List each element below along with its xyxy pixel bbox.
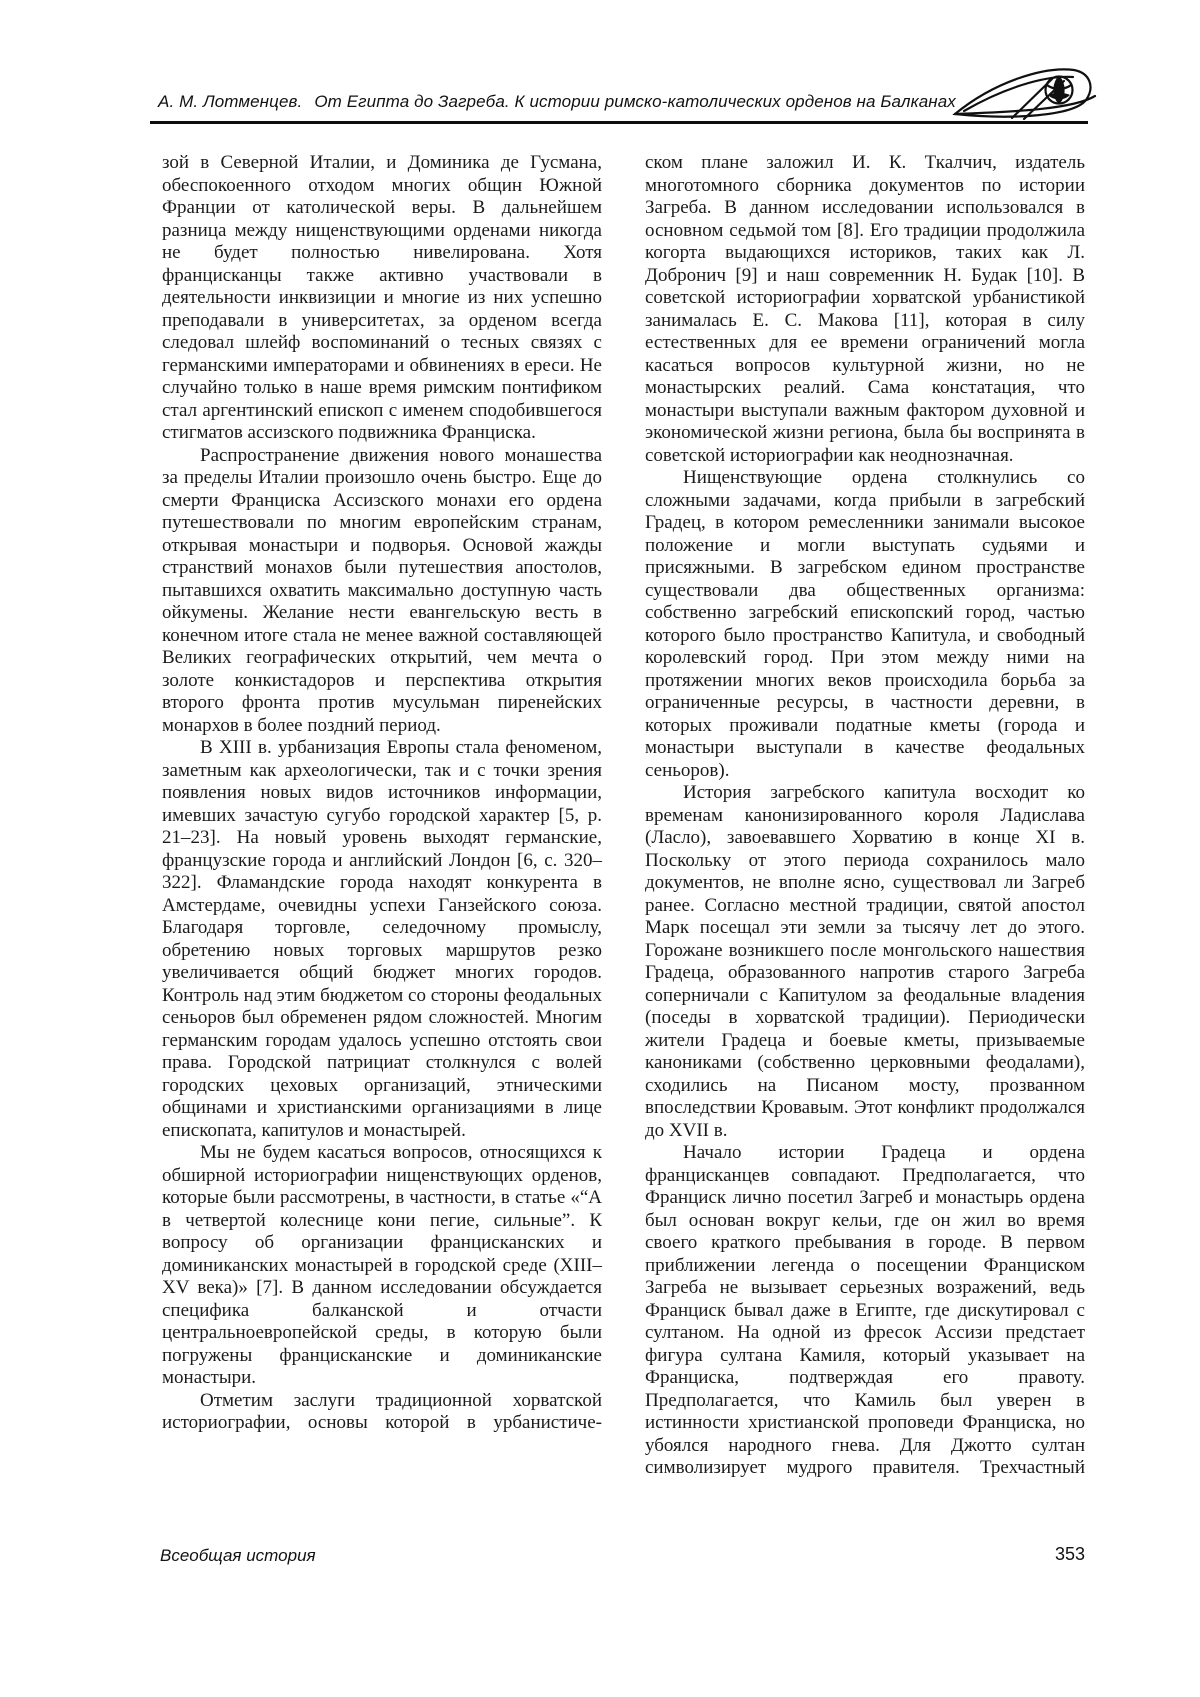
- paragraph: История загребского капитула восходит ко временам канонизированного короля Ладислава (Ласло), завоевавшего Хорватию в конце XI в. Поскольку от этого периода сохранилось мало документов, не вполне ясно, существовал ли Загреб ранее. Согласно местной традиции, святой апостол Марк посещал эти земли за тысячу лет до этого. Горожане возникшего после монгольского нашествия Градеца, образованного напротив старого Загреба соперничали с Капитулом за феодальные владения (поседы в хорватской традиции). Периодически жители Градеца и боевые кметы, призываемые канониками (собственно церковными феодалами), сходились на Писаном мосту, прозванном впоследствии Кровавым. Этот конфликт продолжался до XVII в.: [645, 782, 1085, 1141]
- paragraph: Распространение движения нового монашества за пределы Италии произошло очень быстро. Еще до смерти Франциска Ассизского монахи его ордена путешествовали по многим европейским странам, открывая монастыри и подворья. Основой жажды странствий монахов были путешествия апостолов, пытавшихся охватить максимально доступную часть ойкумены. Желание нести евангельскую весть в конечном итоге стала не менее важной составляющей Великих географических открытий, чем мечта о золоте конкистадоров и перспектива открытия второго фронта против мусульман пиренейских монархов в более поздний период.: [162, 444, 602, 736]
- running-header: [158, 92, 988, 112]
- running-header-author: А. М. Лотменцев.: [158, 92, 303, 111]
- footer-page-number: 353: [1054, 1544, 1085, 1564]
- paragraph: Нищенствующие ордена столкнулись со сложными задачами, когда прибыли в загребский Градец, в котором ремесленники занимали высокое положение и могли выступать судьями и присяжными. В загребском едином пространстве существовали два общественных организма: собственно загребский епископский город, частью которого было пространство Капитула, и свободный королевский город. При этом между ними на протяжении многих веков происходила борьба за ограниченные ресурсы, в частности деревни, в которых проживали податные кметы (города и монастыри выступали в качестве феодальных сеньоров).: [645, 467, 1085, 781]
- paragraph: Начало истории Градеца и ордена францисканцев совпадают. Предполагается, что Франциск лично посетил Загреб и монастырь ордена был основан вокруг кельи, где он жил во время своего краткого пребывания в городе. В первом приближении легенда о посещении Франциском Загреба не вызывает серьезных возражений, ведь Франциск бывал даже в Египте, где дискутировал с султаном. На одной из фресок Ассизи предстает фигура султана Камиля, который указывает на Франциска, подтверждая его правоту. Предполагается, что Камиль был уверен в истинности христианской проповеди Франциска, но убоялся народного гнева. Для Джотто султан символизирует мудрого правителя. Трехчастный: [645, 1142, 1085, 1478]
- paragraph: зой в Северной Италии, и Доминика де Гусмана, обеспокоенного отходом многих общин Южной Франции от католической веры. В дальнейшем разница между нищенствующими орденами никогда не будет полностью нивелирована. Хотя францисканцы также активно участвовали в деятельности инквизиции и многие из них успешно преподавали в университетах, за орденом всегда следовал шлейф воспоминаний о тесных связях с германскими императорами и обвинениях в ереси. Не случайно только в наше время римским понтификом стал аргентинский епископ с именем сподобившегося стигматов ассизского подвижника Франциска.: [162, 152, 602, 443]
- paragraph: ском плане заложил И. К. Ткалчич, издатель многотомного сборника документов по истории Загреба. В данном исследовании использовался в основном седьмой том [8]. Его традиции продолжила когорта выдающихся историков, таких как Л. Добронич [9] и наш современник Н. Будак [10]. В советской историографии хорватской урбанистикой занималась Е. С. Макова [11], которая в силу естественных для ее времени ограничений могла касаться вопросов культурной жизни, но не монастырских реалий. Сама констатация, что монастыри выступали важным фактором духовной и экономической жизни региона, была бы воспринята в советской историографии как неоднозначная.: [645, 152, 1085, 466]
- paragraph: Отметим заслуги традиционной хорватской историографии, основы которой в урбанистиче-: [162, 1389, 602, 1433]
- running-header-title: От Египта до Загреба. К истории римско-католических орденов на Балканах: [314, 92, 956, 111]
- floral-ornament-icon: [952, 62, 1098, 124]
- left-column: [162, 152, 602, 1435]
- footer-section-title: Всеобщая история: [160, 1546, 316, 1565]
- paragraph: В XIII в. урбанизация Европы стала феноменом, заметным как археологически, так и с точки зрения появления новых видов источников информации, имевших зачастую сугубо городской характер [5, p. 21–23]. На новый уровень выходят германские, французские города и английский Лондон [6, с. 320–322]. Фламандские города находят конкурента в Амстердаме, очевидны успехи Ганзейского союза. Благодаря торговле, селедочному промыслу, обретению новых торговых маршрутов резко увеличивается общий бюджет многих городов. Контроль над этим бюджетом со стороны феодальных сеньоров был обременен рядом сложностей. Многим германским городам удалось успешно отстоять свои права. Городской патрициат столкнулся с волей городских цеховых организаций, этническими общинами и христианскими организациями в лице епископата, капитулов и монастырей.: [162, 737, 602, 1141]
- header-rule: [150, 121, 1088, 124]
- right-column: [645, 152, 1085, 1480]
- paragraph: Мы не будем касаться вопросов, относящихся к обширной историографии нищенствующих орденов, которые были рассмотрены, в частности, в статье «“А в четвертой колеснице кони пегие, сильные”. К вопросу об организации францисканских и доминиканских монастырей в городской среде (XIII–XV века)» [7]. В данном исследовании обсуждается специфика балканской и отчасти центральноевропейской среды, в которую были погружены францисканские и доминиканские монастыри.: [162, 1142, 602, 1388]
